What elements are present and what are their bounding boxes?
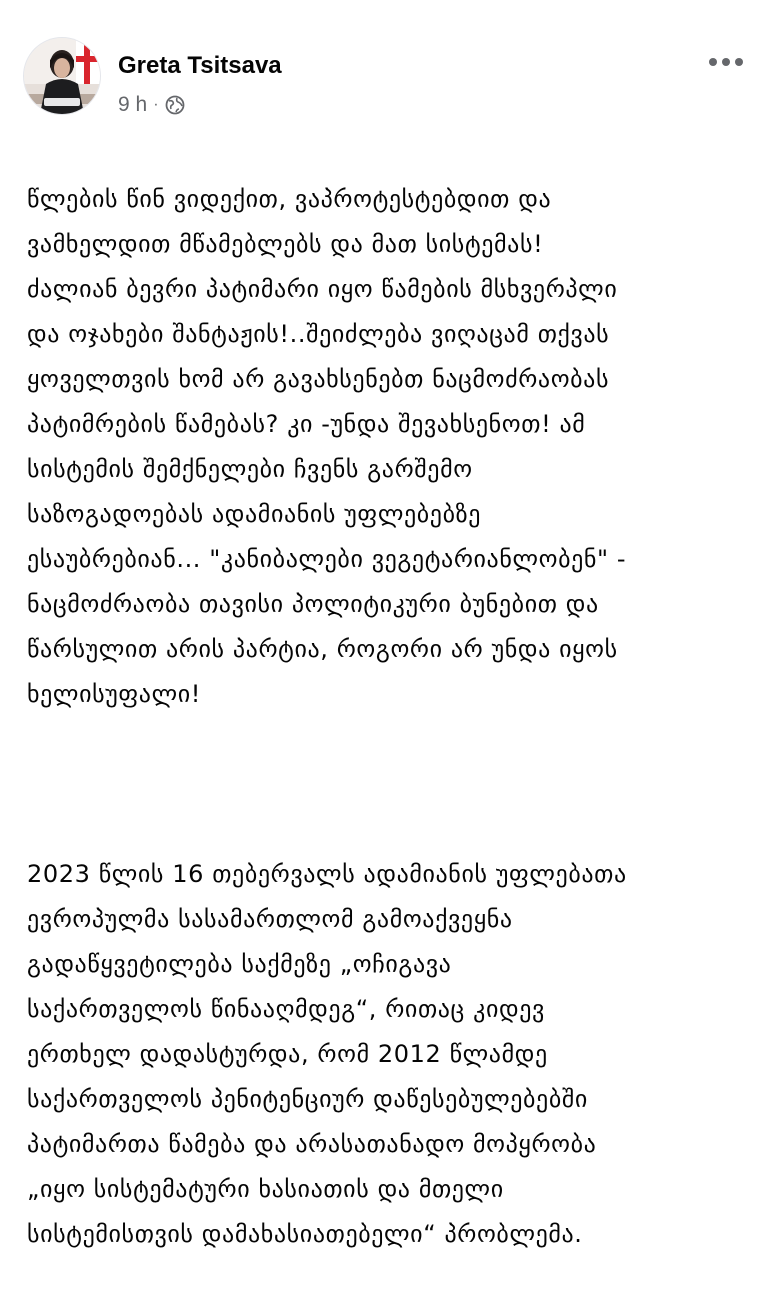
post-meta [118, 93, 185, 117]
more-options-button[interactable] [704, 50, 748, 72]
author-avatar[interactable] [24, 38, 100, 114]
post-timestamp[interactable]: 9 h [118, 93, 148, 116]
paragraph-spacer [27, 762, 757, 807]
post-text [27, 132, 757, 1302]
post-paragraph-2: 2023 წლის 16 თებერვალს ადამიანის უფლებათა ევროპულმა სასამართლომ გამოაქვეყნა გადაწყვეტილება საქმეზე „ოჩიგავა საქართველოს წინააღმდეგ“, რითაც კიდევ ერთხელ დადასტურდა, რომ 2012 წლამდე საქართველოს პენიტენციურ დაწესებულებებში პატიმართა წამება და არასათანადო მოპყრობა „იყო სისტემატური ხასიათის და მთელი სისტემისთვის დამახასიათებელი“ პრობლემა. [27, 860, 627, 1248]
author-name[interactable]: Greta Tsitsava [118, 52, 282, 79]
post-header [24, 38, 748, 122]
post-paragraph-1: წლების წინ ვიდექით, ვაპროტესტებდით და ვამხელდით მწამებლებს და მათ სისტემას! ძალიან ბევრი პატიმარი იყო წამების მსხვერპლი და ოჯახები შანტაჟის!..შეიძლება ვიღაცამ თქვას ყოველთვის ხომ არ გავახსენებთ ნაცმოძრაობას პატიმრების წამებას? კი -უნდა შევახსენოთ! ამ სისტემის შემქნელები ჩვენს გარშემო საზოგადოებას ადამიანის უფლებებზე ესაუბრებიან... "კანიბალები ვეგეტარიანლობენ" - ნაცმოძრაობა თავისი პოლიტიკური ბუნებით და წარსულით არის პარტია, როგორი არ უნდა იყოს ხელისუფალი! [27, 185, 627, 708]
globe-icon[interactable] [165, 95, 185, 115]
more-options-icon [708, 52, 744, 71]
meta-separator: · [153, 96, 159, 113]
